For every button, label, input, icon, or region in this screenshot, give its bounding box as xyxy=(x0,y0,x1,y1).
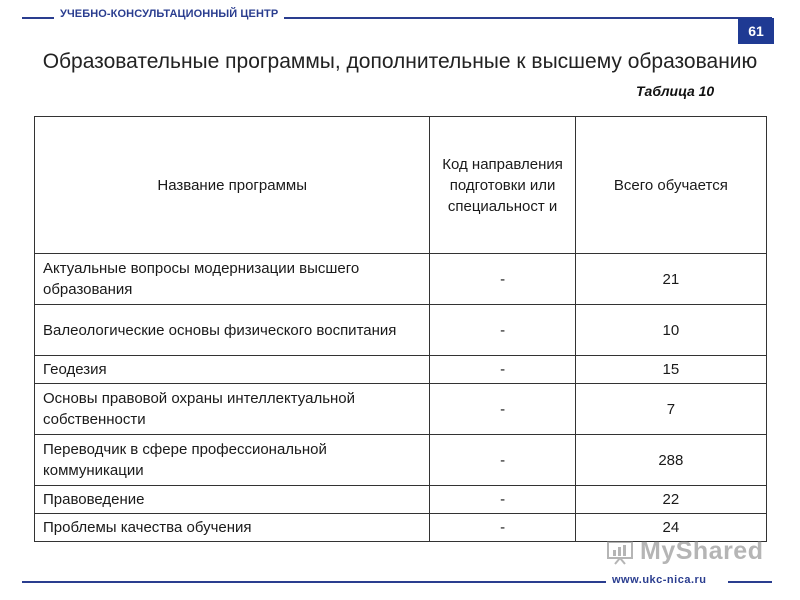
program-code: - xyxy=(430,435,575,486)
program-code: - xyxy=(430,305,575,356)
program-total: 15 xyxy=(575,356,766,384)
table-row xyxy=(35,486,767,514)
program-code: - xyxy=(430,254,575,305)
program-total: 24 xyxy=(575,514,766,542)
presentation-chart-icon xyxy=(606,539,634,565)
table-row xyxy=(35,305,767,356)
header-program-name: Название программы xyxy=(35,117,430,254)
header-total: Всего обучается xyxy=(575,117,766,254)
program-total: 288 xyxy=(575,435,766,486)
watermark-text: MyShared xyxy=(640,537,764,565)
program-total: 22 xyxy=(575,486,766,514)
program-name: Основы правовой охраны интеллектуальной собственности xyxy=(35,384,430,435)
program-code: - xyxy=(430,486,575,514)
program-name: Актуальные вопросы модернизации высшего образования xyxy=(35,254,430,305)
footer-rule-right xyxy=(728,581,772,583)
table-row xyxy=(35,384,767,435)
table-row xyxy=(35,356,767,384)
page-title: Образовательные программы, дополнительные к высшему образованию xyxy=(42,50,758,73)
table-row xyxy=(35,254,767,305)
program-total: 7 xyxy=(575,384,766,435)
table-row xyxy=(35,435,767,486)
program-total: 21 xyxy=(575,254,766,305)
table-header-row xyxy=(35,117,767,254)
program-name: Правоведение xyxy=(35,486,430,514)
header-code: Код направления подготовки или специальност и xyxy=(430,117,575,254)
table-caption: Таблица 10 xyxy=(636,83,715,99)
page-number-badge: 61 xyxy=(738,18,774,44)
footer-rule xyxy=(22,581,606,583)
program-total: 10 xyxy=(575,305,766,356)
program-name: Геодезия xyxy=(35,356,430,384)
program-name: Переводчик в сфере профессиональной коммуникации xyxy=(35,435,430,486)
watermark xyxy=(606,537,763,566)
program-code: - xyxy=(430,514,575,542)
program-name: Валеологические основы физического воспитания xyxy=(35,305,430,356)
brand-label: УЧЕБНО-КОНСУЛЬТАЦИОННЫЙ ЦЕНТР xyxy=(54,8,284,20)
program-code: - xyxy=(430,356,575,384)
footer-url: www.ukc-nica.ru xyxy=(612,574,707,586)
program-name: Проблемы качества обучения xyxy=(35,514,430,542)
programs-table xyxy=(34,116,767,542)
program-code: - xyxy=(430,384,575,435)
